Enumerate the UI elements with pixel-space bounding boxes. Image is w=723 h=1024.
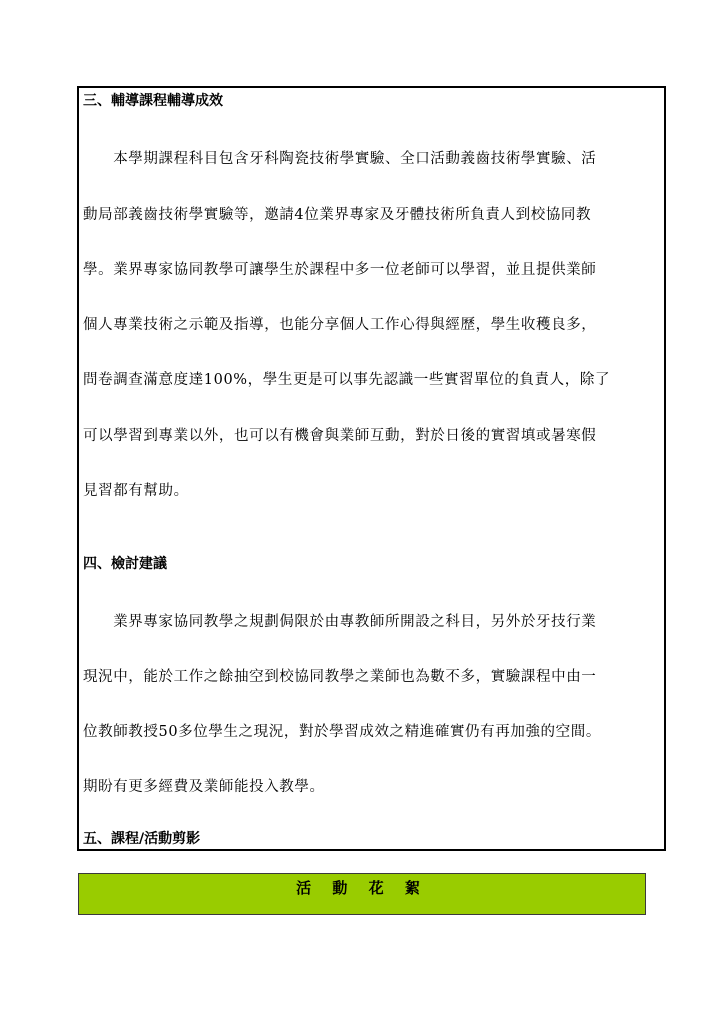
paragraph-line: 現況中，能於工作之餘抽空到校協同教學之業師也為數不多，實驗課程中由一	[83, 669, 597, 685]
paragraph-line: 業界專家協同教學之規劃侷限於由專教師所開設之科目，另外於牙技行業	[83, 614, 597, 630]
paragraph-line: 本學期課程科目包含牙科陶瓷技術學實驗、全口活動義齒技術學實驗、活	[83, 151, 597, 167]
paragraph-line: 個人專業技術之示範及指導，也能分享個人工作心得與經歷，學生收穫良多，	[83, 317, 597, 333]
paragraph-line: 學。業界專家協同教學可讓學生於課程中多一位老師可以學習，並且提供業師	[83, 262, 597, 278]
paragraph-line: 位教師教授50多位學生之現況，對於學習成效之精進確實仍有再加強的空間。	[83, 724, 601, 740]
section-heading-outcomes: 三、輔導課程輔導成效	[83, 93, 223, 109]
section-heading-photos: 五、課程/活動剪影	[83, 831, 201, 847]
paragraph-line: 動局部義齒技術學實驗等，邀請4位業界專家及牙體技術所負責人到校協同教	[83, 207, 592, 223]
paragraph-line: 問卷調查滿意度達100%，學生更是可以事先認識一些實習單位的負責人，除了	[83, 372, 611, 388]
activity-highlights-banner: 活 動 花 絮	[78, 873, 646, 915]
section-heading-review: 四、檢討建議	[83, 556, 167, 572]
paragraph-line: 可以學習到專業以外，也可以有機會與業師互動，對於日後的實習填或暑寒假	[83, 428, 597, 444]
paragraph-line: 見習都有幫助。	[83, 483, 189, 499]
report-frame	[77, 86, 666, 851]
paragraph-line: 期盼有更多經費及業師能投入教學。	[83, 779, 325, 795]
